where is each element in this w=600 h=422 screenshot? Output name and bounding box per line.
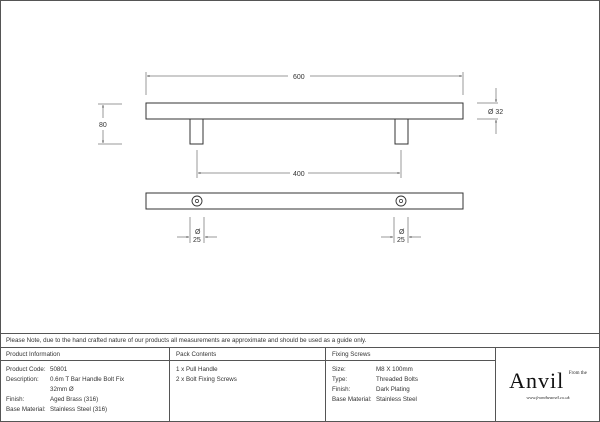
fixing-screws-section [326, 348, 496, 422]
spec-row: Description: 0.6m T Bar Handle Bolt Fix [6, 376, 125, 383]
dim-hole-symbol-left: Ø [195, 229, 201, 236]
logo-brand: Anvil [509, 367, 565, 393]
dim-hole-symbol-right: Ø [399, 229, 405, 236]
spec-row: Base Material: Stainless Steel [332, 396, 417, 403]
bar-top-view [146, 193, 463, 209]
right-leg [395, 119, 408, 144]
right-fixing-hole [396, 196, 406, 206]
pack-contents-section [170, 348, 326, 422]
dim-height: 80 [99, 122, 107, 129]
from-the-anvil-logo [496, 348, 600, 422]
pack-item: 2 x Bolt Fixing Screws [176, 376, 237, 383]
dim-hole-left: 25 [193, 237, 201, 244]
spec-row: Size: M8 X 100mm [332, 366, 413, 373]
spec-row: 32mm Ø [50, 386, 74, 393]
bar-side-view [146, 103, 463, 119]
left-leg [190, 119, 203, 144]
spec-row: Type: Threaded Bolts [332, 376, 418, 383]
left-fixing-hole [192, 196, 202, 206]
fixing-screws-header: Fixing Screws [326, 348, 495, 361]
spec-table [0, 348, 600, 422]
spec-row: Base Material: Stainless Steel (316) [6, 406, 108, 413]
dim-bar-diameter: Ø 32 [488, 109, 504, 116]
product-information-section [0, 348, 170, 422]
dim-overall-length: 600 [293, 74, 305, 81]
spec-row: Finish: Aged Brass (316) [6, 396, 99, 403]
dim-hole-right: 25 [397, 237, 405, 244]
logo-from-the: From the [568, 370, 587, 376]
spec-row: Finish: Dark Plating [332, 386, 410, 393]
pack-item: 1 x Pull Handle [176, 366, 218, 373]
logo-url: www.fromtheanvil.co.uk [526, 394, 570, 400]
pack-contents-header: Pack Contents [170, 348, 325, 361]
disclaimer-note: Please Note, due to the hand crafted nature of our products all measurements are approximate and should be used as a guide only. [0, 333, 600, 348]
product-information-header: Product Information [0, 348, 169, 361]
dim-centres: 400 [293, 171, 305, 178]
spec-row: Product Code: 50801 [6, 366, 68, 373]
